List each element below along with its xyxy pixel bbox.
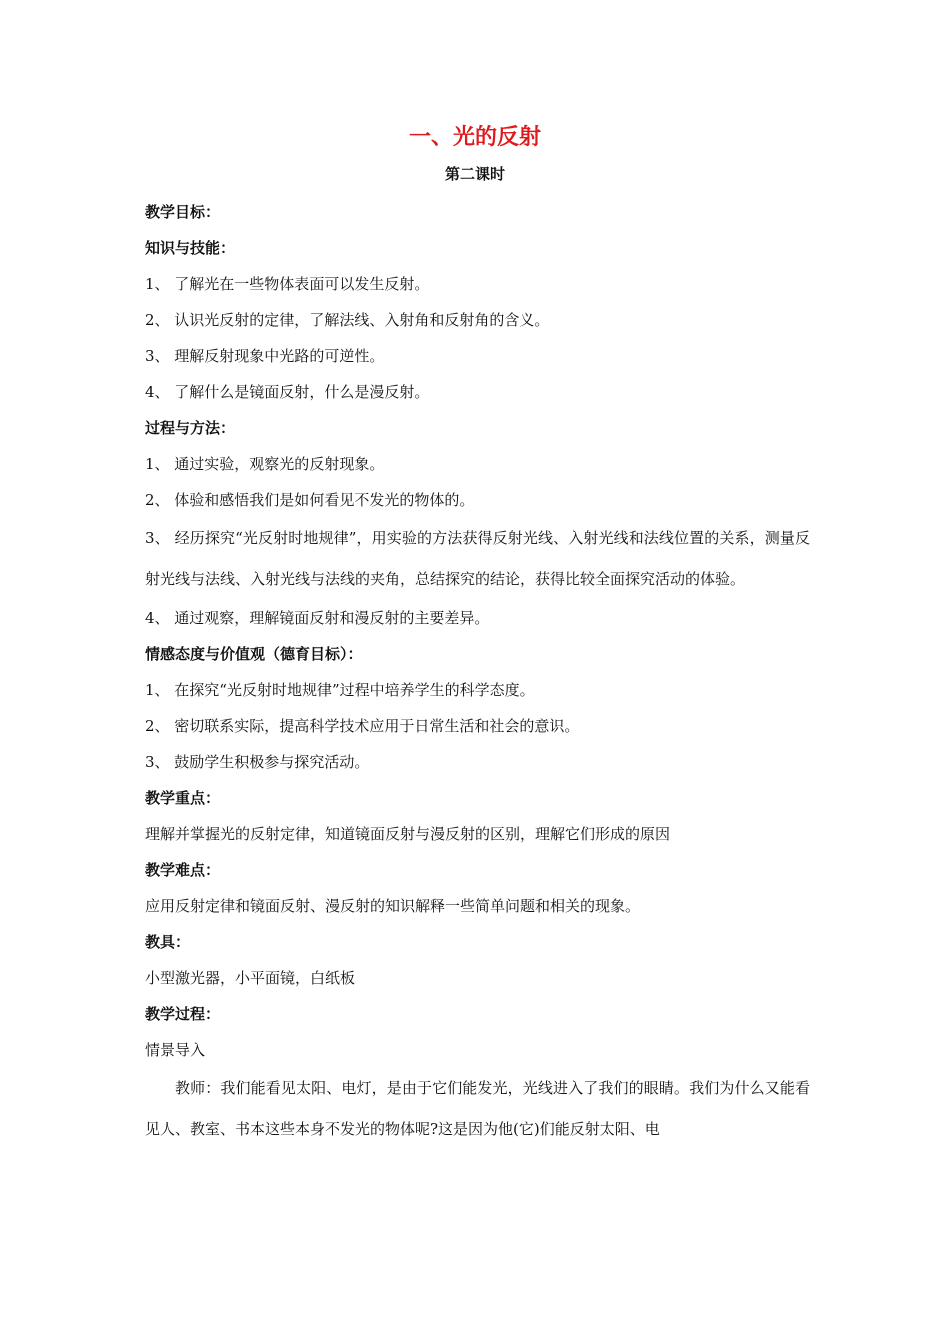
key-point-text: 理解并掌握光的反射定律，知道镜面反射与漫反射的区别，理解它们形成的原因 [145,825,671,843]
document-title: 一、光的反射 [408,125,541,150]
procedure-paragraph: 教师：我们能看见太阳、电灯，是由于它们能发光，光线进入了我们的眼睛。我们为什么又能看见人、教室、书本这些本身不发光的物体呢?这是因为他(它)们能反射太阳、电 [145,1079,810,1138]
knowledge-item: 2、 认识光反射的定律，了解法线、入射角和反射角的含义。 [145,311,550,329]
goals-heading: 教学目标： [145,203,221,221]
document-subtitle: 第二课时 [444,165,505,183]
process-item: 4、 通过观察，理解镜面反射和漫反射的主要差异。 [145,609,490,627]
emotion-item: 2、 密切联系实际，提高科学技术应用于日常生活和社会的意识。 [145,717,580,735]
process-item: 1、 通过实验，观察光的反射现象。 [145,455,385,473]
difficulty-text: 应用反射定律和镜面反射、漫反射的知识解释一些简单问题和相关的现象。 [145,897,641,915]
knowledge-item: 4、 了解什么是镜面反射，什么是漫反射。 [145,383,430,401]
process-item: 2、 体验和感悟我们是如何看见不发光的物体的。 [145,491,475,509]
process-heading: 过程与方法： [145,419,236,437]
key-point-heading: 教学重点： [145,789,221,807]
knowledge-item: 3、 理解反射现象中光路的可逆性。 [145,347,385,365]
tools-heading: 教具： [145,933,191,951]
document-body [145,194,810,1150]
process-item: 3、 经历探究“光反射时地规律”，用实验的方法获得反射光线、入射光线和法线位置的关系，测量反射光线与法线、入射光线与法线的夹角，总结探究的结论，获得比较全面探究活动的体验。 [145,529,810,588]
knowledge-heading: 知识与技能： [145,239,236,257]
difficulty-heading: 教学难点： [145,861,221,879]
procedure-heading: 教学过程： [145,1005,221,1023]
knowledge-item: 1、 了解光在一些物体表面可以发生反射。 [145,275,430,293]
emotion-item: 3、 鼓励学生积极参与探究活动。 [145,753,370,771]
procedure-section: 情景导入 [145,1041,206,1059]
emotion-heading: 情感态度与价值观（德育目标）： [145,645,363,663]
tools-text: 小型激光器，小平面镜，白纸板 [145,969,356,987]
emotion-item: 1、 在探究“光反射时地规律”过程中培养学生的科学态度。 [145,681,535,699]
